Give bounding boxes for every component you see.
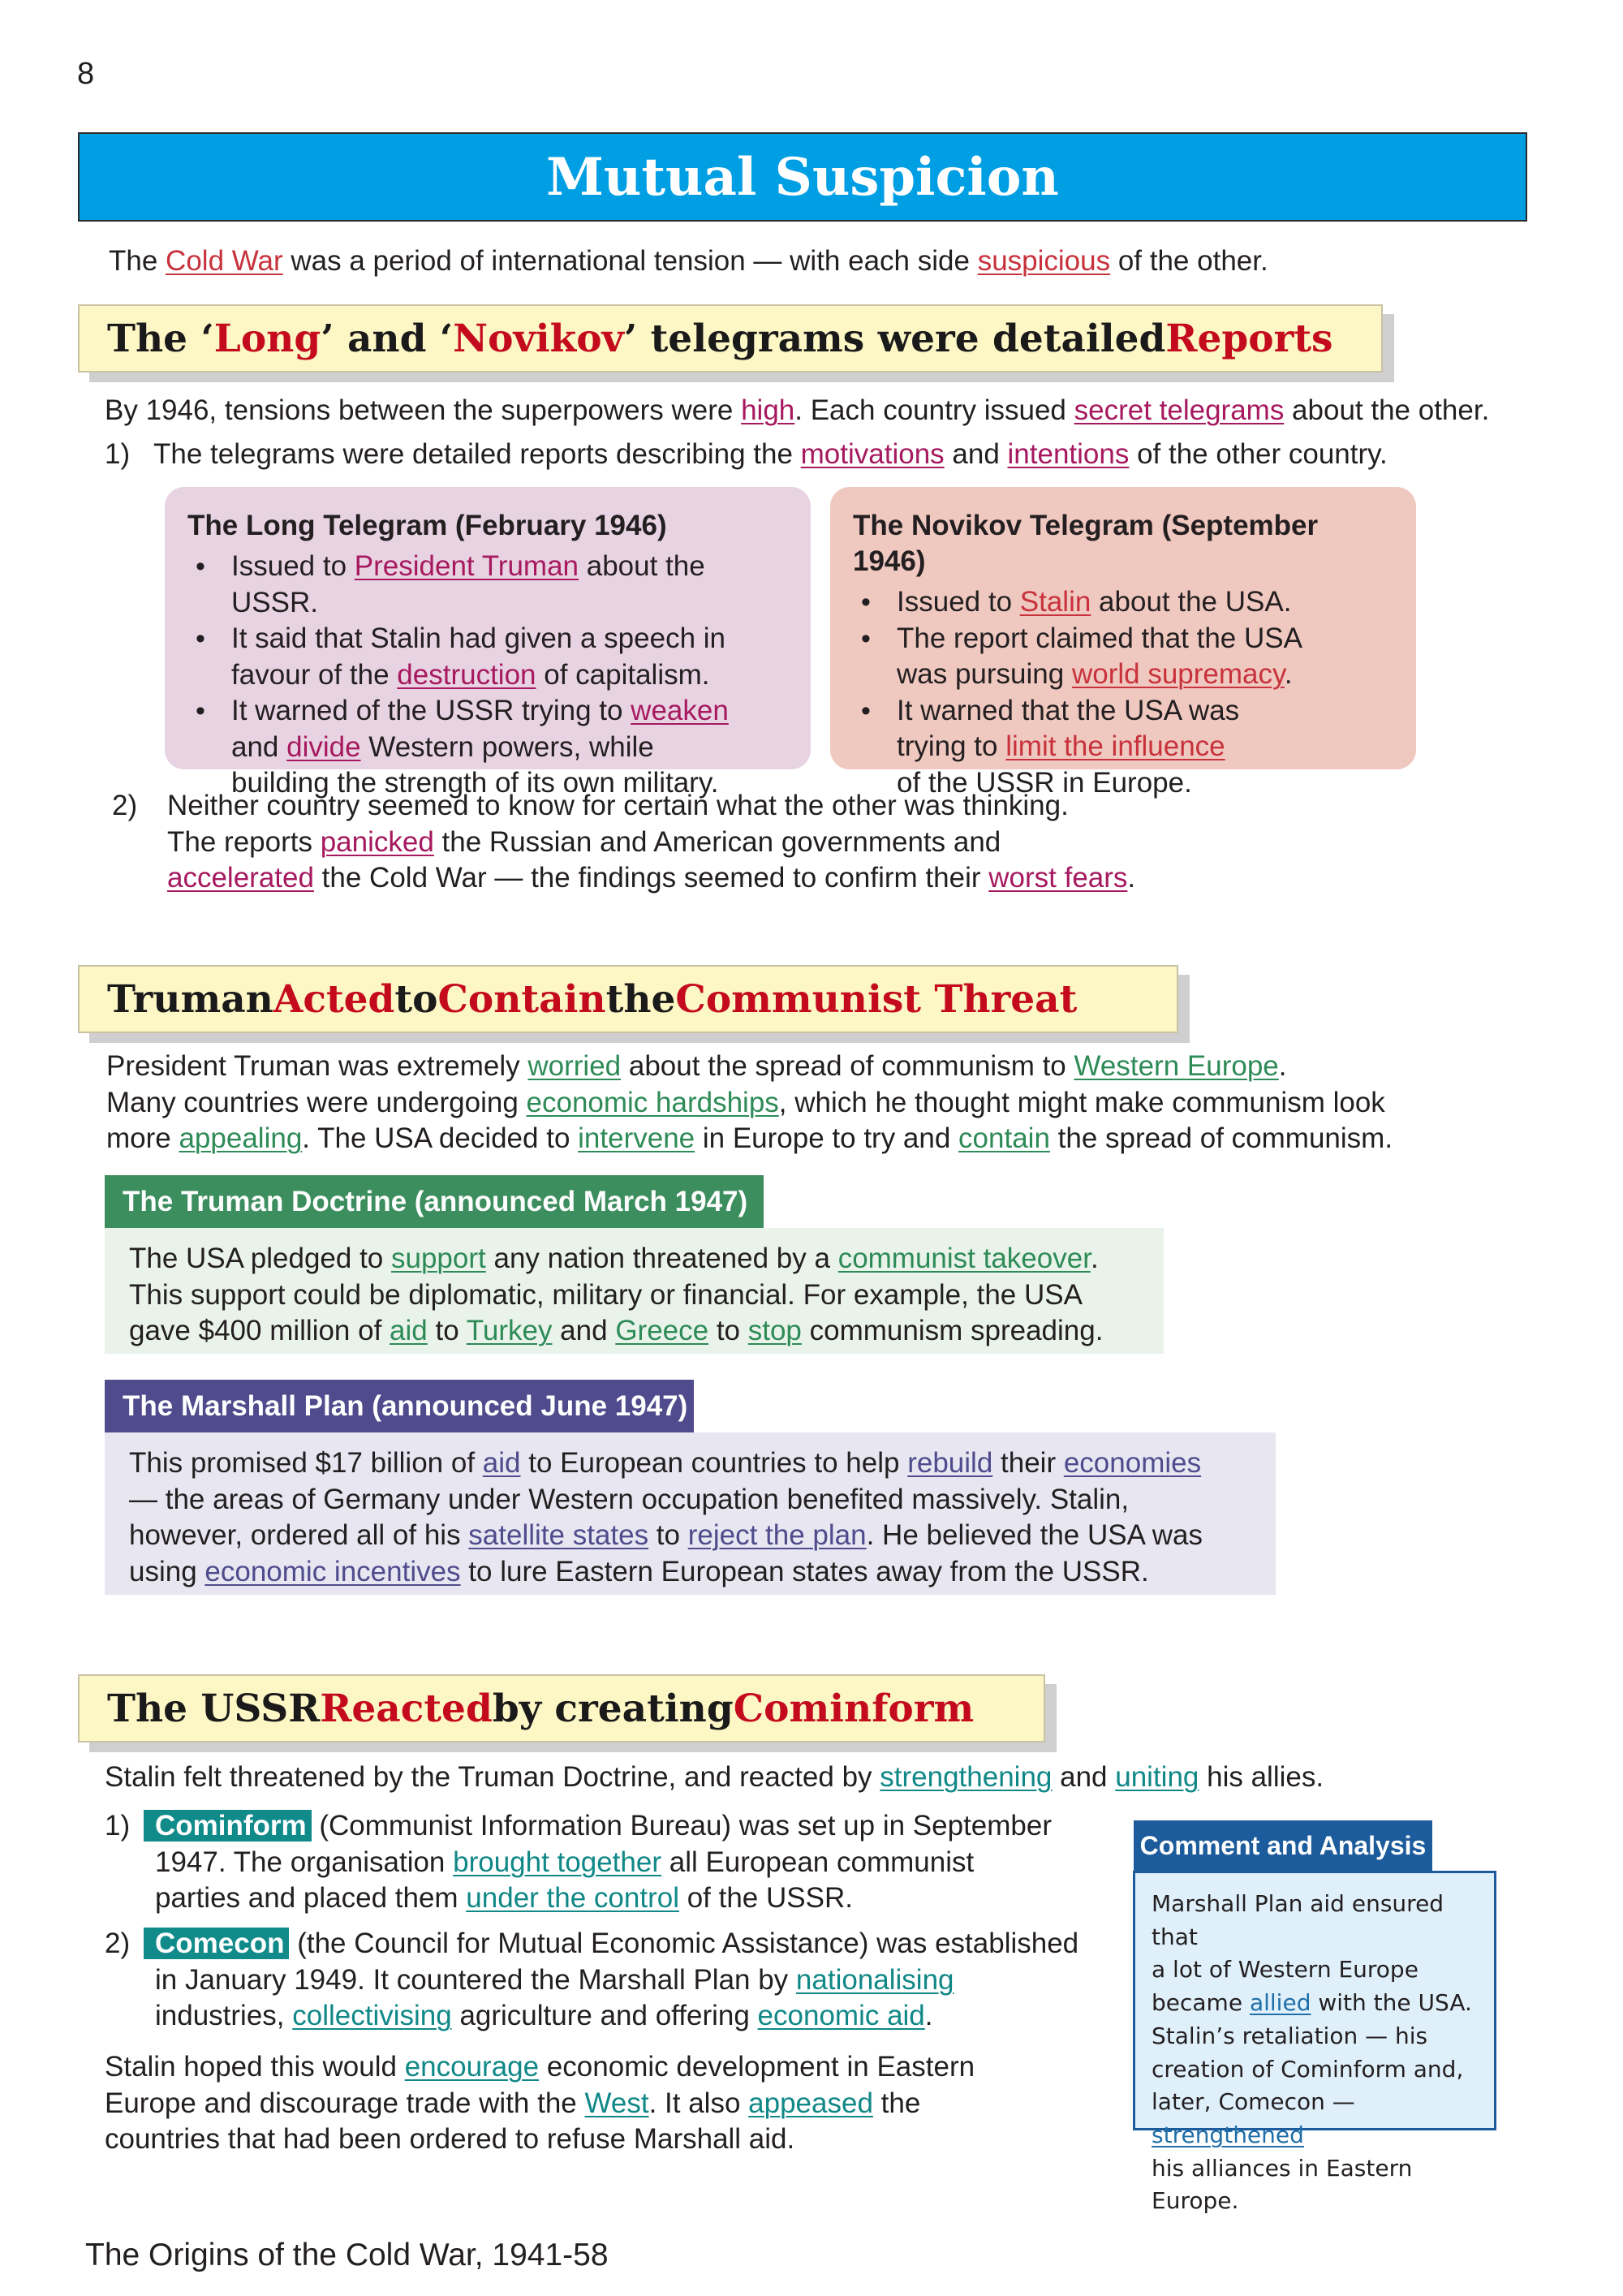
long-telegram-title: The Long Telegram (February 1946) (187, 510, 667, 541)
truman-intro: President Truman was extremely worried about the spread of communism to Western Europe. Many countries were undergoing economic hardships, which he thought might make communism look more appealing. The USA decided to intervene in Europe to try and contain the spread of communism. (106, 1050, 1393, 1154)
section-heading-telegrams: The ‘ Long ’ and ‘ Novikov ’ telegrams were detailed Reports (78, 304, 1383, 373)
section-heading-cominform: The USSR Reacted by creating Cominform (78, 1674, 1045, 1742)
keyword-cold-war: Cold War (166, 245, 283, 277)
page-title: Mutual Suspicion (78, 132, 1527, 222)
list-item: • Issued to President Truman about the USSR. (187, 549, 790, 621)
marshall-plan-box: This promised $17 billion of aid to European countries to help rebuild their economies — the areas of Germany under Western occupation benefited massively. Stalin, however, ordered all of his satellite states to reject the plan. He believed the USA was using economic incentives to lure Eastern European states away from the USSR. (105, 1432, 1276, 1595)
novikov-telegram-panel (830, 487, 1416, 799)
list-item: • It said that Stalin had given a speech in favour of the destruction of capitalism. (187, 621, 790, 693)
intro-text: The Cold War was a period of international tension — with each side suspicious of the other. (109, 245, 1268, 277)
section-heading-truman: Truman Acted to Contain the Communist Threat (78, 965, 1178, 1033)
telegrams-point-1: 1) The telegrams were detailed reports describing the motivations and intentions of the other country. (105, 438, 1388, 470)
list-item: • It warned that the USA was trying to limit the influence of the USSR in Europe. (853, 693, 1395, 802)
list-item: • It warned of the USSR trying to weaken and divide Western powers, while building the strength of its own military. (187, 693, 790, 802)
cominform-item: 1) Cominform (Communist Information Bureau) was set up in September 1947. The organisation brought together all European communist parties and placed them under the control of the USSR. (105, 1810, 1052, 1914)
telegrams-point-2: 2) Neither country seemed to know for certain what the other was thinking. The reports panicked the Russian and American governments and accelerated the Cold War — the findings seemed to confirm their worst fears. (112, 790, 1136, 894)
list-item: • The report claimed that the USA was pursuing world supremacy. (853, 621, 1395, 693)
comecon-highlight: Comecon (144, 1928, 289, 1959)
keyword-suspicious: suspicious (977, 245, 1111, 277)
novikov-telegram-title: The Novikov Telegram (September 1946) (853, 510, 1319, 577)
footer-chapter-title: The Origins of the Cold War, 1941-58 (85, 2238, 609, 2272)
cominform-highlight: Cominform (144, 1810, 312, 1842)
ussr-intro: Stalin felt threatened by the Truman Doctrine, and reacted by strengthening and uniting his allies. (105, 1761, 1324, 1793)
stalin-hoped-text: Stalin hoped this would encourage economic development in Eastern Europe and discourage trade with the West. It also appeased the countries that had been ordered to refuse Marshall aid. (105, 2051, 975, 2155)
comment-analysis-box: Marshall Plan aid ensured that a lot of Western Europe became allied with the USA. Stalin’s retaliation — his creation of Cominform and, later, Comecon — strengthened his alliances in Eastern Europe. (1133, 1871, 1496, 2130)
truman-doctrine-tag: The Truman Doctrine (announced March 1947) (105, 1175, 764, 1228)
long-telegram-panel (165, 487, 811, 799)
comment-analysis-tag: Comment and Analysis (1134, 1820, 1432, 1871)
telegrams-intro: By 1946, tensions between the superpowers were high. Each country issued secret telegrams about the other. (105, 394, 1490, 426)
list-item: • Issued to Stalin about the USA. (853, 584, 1395, 621)
comecon-item: 2) Comecon (the Council for Mutual Economic Assistance) was established in January 1949. It countered the Marshall Plan by nationalising industries, collectivising agriculture and offering economic aid. (105, 1928, 1079, 2031)
page-number: 8 (77, 57, 95, 91)
marshall-plan-tag: The Marshall Plan (announced June 1947) (105, 1380, 694, 1432)
truman-doctrine-box: The USA pledged to support any nation threatened by a communist takeover. This support could be diplomatic, military or financial. For example, the USA gave $400 million of aid to Turkey and Greece to stop communism spreading. (105, 1228, 1164, 1354)
